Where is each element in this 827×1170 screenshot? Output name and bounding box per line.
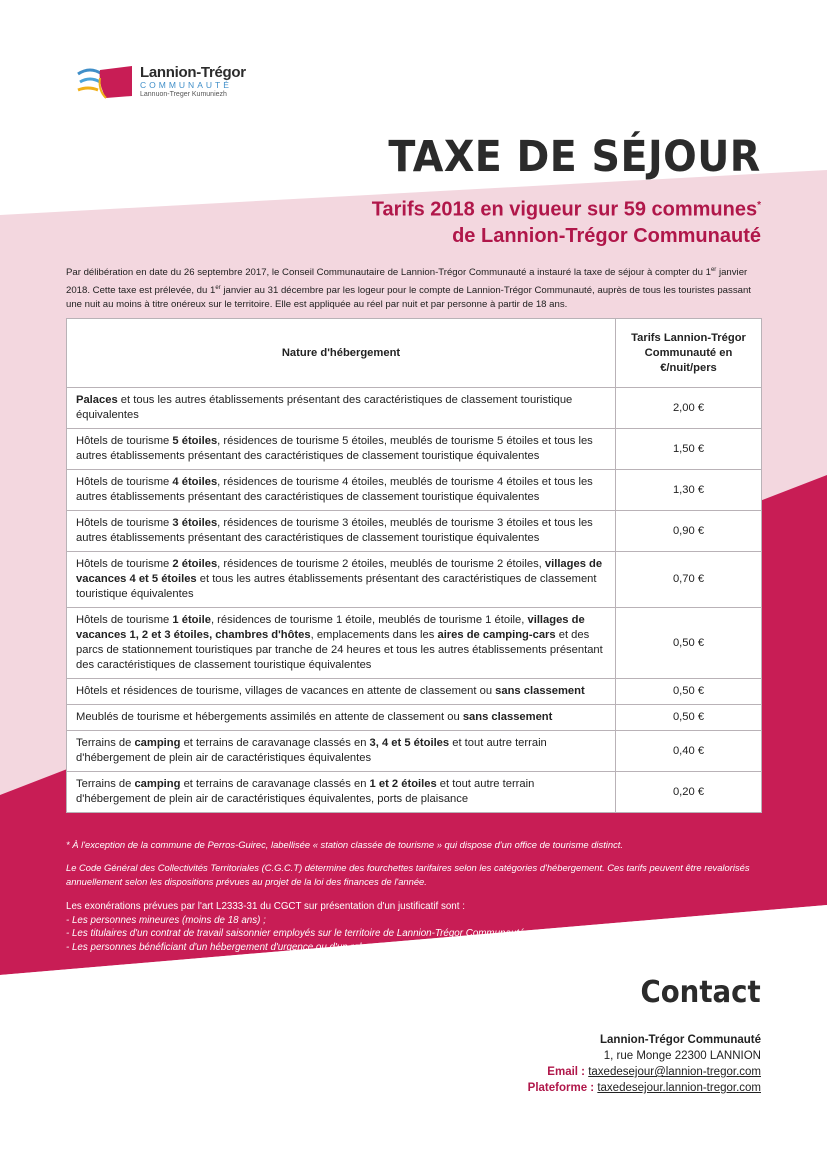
subtitle-footnote-mark: * [757, 200, 761, 211]
accommodation-cell [67, 511, 616, 552]
platform-label: Plateforme : [527, 1082, 595, 1094]
exonerations-title: Les exonérations prévues par l'art L2333-31 du CGCT sur présentation d'un justificatif sont : [66, 901, 465, 912]
accommodation-text: aires de camping-cars [437, 629, 556, 641]
tariff-cell: 0,70 € [616, 552, 762, 608]
accommodation-text: 3, 4 et 5 étoiles [369, 737, 450, 749]
accommodation-text: Hôtels de tourisme [76, 517, 173, 529]
accommodation-text: 2 étoiles [172, 558, 218, 570]
platform-link[interactable]: taxedesejour.lannion-tregor.com [597, 1082, 761, 1094]
accommodation-text: , résidences de tourisme 3 étoiles, meublés de tourisme 3 étoiles et tous les autres établissements présentant des caractéristiques de classement touristique équivalentes [76, 517, 593, 544]
accommodation-text: Terrains de [76, 778, 135, 790]
accommodation-text: 1 et 2 étoiles [369, 778, 437, 790]
table-header-row [67, 319, 762, 388]
logo-name: Lannion-Trégor [140, 64, 246, 81]
tariff-cell: 2,00 € [616, 388, 762, 429]
exonerations [66, 900, 766, 954]
accommodation-cell [67, 388, 616, 429]
accommodation-text: , emplacements dans les [310, 629, 438, 641]
accommodation-text: 1 étoile [172, 614, 211, 626]
logo-subtitle: COMMUNAUTÉ [140, 80, 232, 90]
tariff-cell: 1,50 € [616, 429, 762, 470]
exoneration-item: - Les personnes bénéficiant d'un hébergement d'urgence ou d'un relogement temporaire sur le territoire. [66, 941, 518, 953]
tariff-cell: 0,90 € [616, 511, 762, 552]
accommodation-text: et tous les autres établissements présentant des caractéristiques de classement touristique équivalentes [76, 394, 573, 421]
tariff-table [66, 318, 762, 813]
tariff-cell: 1,30 € [616, 470, 762, 511]
logo [76, 60, 276, 104]
accommodation-text: et tous les autres établissements présentant des caractéristiques de classement touristique équivalentes [76, 573, 597, 600]
intro-paragraph: Par délibération en date du 26 septembre 2017, le Conseil Communautaire de Lannion-Trégor Communauté a instauré la taxe de séjour à compter du 1er janvier 2018. Cette taxe est prélevée, du 1er janvier au 31 décembre par les logeur pour le compte de Lannion-Trégor Communauté, auprès de tous les touristes passant une nuit au moins à titre onéreux sur le territoire. Elle est appliquée au réel par nuit et par personne à partir de 18 ans. [66, 267, 751, 311]
subtitle-line2: de Lannion-Trégor Communauté [452, 224, 761, 247]
accommodation-text: , résidences de tourisme 4 étoiles, meublés de tourisme 4 étoiles et tous les autres établissements présentant des caractéristiques de classement touristique équivalentes [76, 476, 593, 503]
accommodation-text: et tout autre terrain d'hébergement de plein air de caractéristiques équivalentes [76, 737, 547, 764]
accommodation-text: , résidences de tourisme 5 étoiles, meublés de tourisme 5 étoiles et tous les autres établissements présentant des caractéristiques de classement touristique équivalentes [76, 435, 593, 462]
accommodation-text: camping [134, 737, 181, 749]
table-row [67, 552, 762, 608]
page-subtitle [372, 193, 761, 249]
exoneration-item: - Les titulaires d'un contrat de travail saisonnier employés sur le territoire de Lannion-Trégor Communauté ; [66, 928, 530, 939]
tariff-cell: 0,20 € [616, 772, 762, 813]
accommodation-text: villages de vacances 4 et 5 étoiles [76, 558, 603, 585]
accommodation-text: Hôtels de tourisme [76, 614, 173, 626]
accommodation-text: 3 étoiles [172, 517, 218, 529]
tariff-cell: 0,40 € [616, 731, 762, 772]
table-row [67, 679, 762, 705]
email-link[interactable]: taxedesejour@lannion-tregor.com [588, 1066, 761, 1078]
table-row [67, 731, 762, 772]
accommodation-cell [67, 772, 616, 813]
contact-block [528, 1032, 761, 1096]
accommodation-cell [67, 608, 616, 679]
accommodation-text: et terrains de caravanage classés en [180, 778, 370, 790]
accommodation-text: Terrains de [76, 737, 135, 749]
tariff-cell: 0,50 € [616, 608, 762, 679]
accommodation-text: , résidences de tourisme 1 étoile, meublés de tourisme 1 étoile, [210, 614, 528, 626]
accommodation-text: 4 étoiles [172, 476, 218, 488]
footnote-cgct: Le Code Général des Collectivités Territoriales (C.G.C.T) détermine des fourchettes tarifaires selon les catégories d'hébergement. Ces tarifs peuvent être revalorisés annuellement selon les dispositions prévues au projet de la loi des finances de l'année. [66, 862, 750, 887]
accommodation-text: , résidences de tourisme 2 étoiles, meublés de tourisme 2 étoiles, [217, 558, 545, 570]
page-title: TAXE DE SÉJOUR [388, 132, 761, 182]
contact-org: Lannion-Trégor Communauté [600, 1034, 761, 1046]
logo-mark-icon [76, 60, 136, 104]
contact-email-line [528, 1064, 761, 1080]
table-row [67, 388, 762, 429]
accommodation-text: Hôtels de tourisme [76, 476, 173, 488]
accommodation-cell [67, 705, 616, 731]
accommodation-text: Palaces [76, 394, 118, 406]
accommodation-text: sans classement [462, 711, 553, 723]
contact-title: Contact [640, 975, 761, 1010]
accommodation-text: et terrains de caravanage classés en [180, 737, 370, 749]
logo-breton-name: Lannuon-Treger Kumuniezh [140, 91, 227, 98]
header-tariff: Tarifs Lannion-Trégor Communauté en €/nuit/pers [616, 319, 762, 388]
accommodation-text: 5 étoiles [172, 435, 218, 447]
table-row [67, 772, 762, 813]
accommodation-text: Hôtels de tourisme [76, 435, 173, 447]
email-label: Email : [547, 1066, 586, 1078]
table-row [67, 608, 762, 679]
accommodation-text: et des parcs de stationnement touristiques par tranche de 24 heures et tous les autres établissements présentant des caractéristiques de classement touristique équivalentes [76, 629, 603, 671]
accommodation-cell [67, 470, 616, 511]
footnote-perros-guirec: * À l'exception de la commune de Perros-Guirec, labellisée « station classée de tourisme » qui dispose d'un office de tourisme distinct. [66, 839, 623, 850]
accommodation-text: et tout autre terrain d'hébergement de plein air de caractéristiques équivalentes, ports de plaisance [76, 778, 535, 805]
table-body [67, 388, 762, 813]
table-row [67, 705, 762, 731]
table-row [67, 511, 762, 552]
accommodation-cell [67, 679, 616, 705]
accommodation-cell [67, 429, 616, 470]
table-row [67, 470, 762, 511]
exoneration-item: - Les personnes mineures (moins de 18 ans) ; [66, 914, 266, 926]
accommodation-text: villages de vacances 1, 2 et 3 étoiles, chambres d'hôtes [76, 614, 585, 641]
accommodation-text: Hôtels et résidences de tourisme, villages de vacances en attente de classement ou [76, 685, 496, 697]
accommodation-text: sans classement [495, 685, 585, 697]
accommodation-text: Meublés de tourisme et hébergements assimilés en attente de classement ou [76, 711, 463, 723]
accommodation-text: camping [134, 778, 181, 790]
accommodation-cell [67, 552, 616, 608]
contact-address: 1, rue Monge 22300 LANNION [603, 1050, 761, 1062]
header-accommodation: Nature d'hébergement [67, 319, 616, 388]
accommodation-text: Hôtels de tourisme [76, 558, 173, 570]
accommodation-cell [67, 731, 616, 772]
tariff-cell: 0,50 € [616, 679, 762, 705]
subtitle-line1: Tarifs 2018 en vigueur sur 59 communes [371, 198, 758, 221]
tariff-cell: 0,50 € [616, 705, 762, 731]
table-row [67, 429, 762, 470]
contact-platform-line [528, 1080, 761, 1096]
